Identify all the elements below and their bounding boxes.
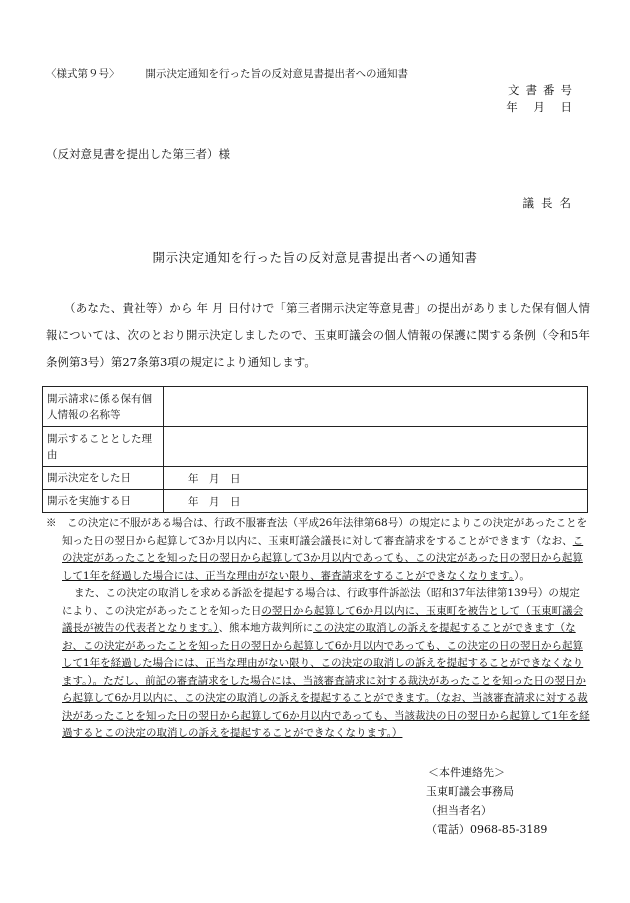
note-segment: この決定があったことを知った日の翌日から起算して3か月以内であっても、この決定があった日の翌日から起算して1年を経過した場合には、正当な理由がない限り、審査請求をすることができなくなります。 <box>62 534 584 582</box>
table-row <box>43 467 588 490</box>
contact-phone: （電話）0968-85-3189 <box>426 823 548 836</box>
table-label: 開示決定をした日 <box>43 467 164 490</box>
addressee: （反対意見書を提出した第三者）様 <box>46 147 230 161</box>
note-appeal <box>44 515 590 585</box>
document-title: 開示決定通知を行った旨の反対意見書提出者への通知書 <box>152 250 478 265</box>
notes <box>44 515 590 743</box>
document-number: 文書番号 <box>508 83 578 97</box>
note-segment: 、熊本地方裁判所に <box>218 622 314 634</box>
note-segment: この決定の取消しの訴えを提起することができます（なお、この決定があったことを知った日の翌日から起算して6か月以内であっても、この決定の日の翌日から起算して1年を経過した場合には、正当な理由がない限り、この決定の取消しの訴えを提起することができなくなります。）。ただし、前記の審査請求をした場合には、当該審査請求に対する裁決があったことを知った日の翌日から起算して6か月以内に、この決定の取消しの訴えを提起することができます。（なお、当該審査請求に対する裁決があったことを知った日の翌日から起算して6か月以内であっても、当該裁決の日の翌日から起算して1年を経過するとこの決定の取消しの訴えを提起することができなくなります。） <box>62 622 590 739</box>
info-table <box>42 386 588 513</box>
note-segment: また、この決定の取消しを求める訴訟を提起する場合は、行政事件訴訟法（昭和37年法律第139号）の規定により、この決定があったことを知った日 <box>62 587 580 617</box>
form-label <box>46 66 408 81</box>
note-segment: ※ この決定に不服がある場合は、行政不服審査法（平成26年法律第68号）の規定によりこの決定があったことを知った日の翌日から起算して3か月以内に、玉東町議会議長に対して審査請求をすることができます（なお、 <box>46 517 588 547</box>
table-row <box>43 387 588 427</box>
form-number: 〈様式第９号〉 <box>46 68 120 80</box>
table-row <box>43 490 588 513</box>
table-label: 開示を実施する日 <box>43 490 164 513</box>
contact-heading: ＜本件連絡先＞ <box>428 766 505 779</box>
contact-block <box>426 763 547 839</box>
table-label: 開示することとした理由 <box>43 427 164 467</box>
table-value <box>164 387 588 427</box>
contact-office: 玉東町議会事務局 <box>426 785 514 798</box>
table-value: 年 月 日 <box>164 490 588 513</box>
note-lawsuit <box>44 585 590 743</box>
note-segment: の翌日から起算して6か月以内に、玉東町を被告として（玉東町議会議長が被告の代表者となります。） <box>62 604 584 634</box>
document-header <box>506 82 578 116</box>
document-date: 年 月 日 <box>506 100 578 114</box>
form-name: 開示決定通知を行った旨の反対意見書提出者への通知書 <box>145 68 408 80</box>
note-segment: ）。 <box>514 569 530 582</box>
contact-person: （担当者名） <box>426 804 492 817</box>
table-label: 開示請求に係る保有個人情報の名称等 <box>43 387 164 427</box>
table-row <box>43 427 588 467</box>
sender-name: 議長名 <box>522 196 578 210</box>
body-text: （あなた、貴社等）から 年 月 日付けで「第三者開示決定等意見書」の提出がありました保有個人情報については、次のとおり開示決定しましたので、玉東町議会の個人情報の保護に関する条例（令和5年条例第3号）第27条第3項の規定により通知します。 <box>46 301 590 369</box>
table-value: 年 月 日 <box>164 467 588 490</box>
table-value <box>164 427 588 467</box>
